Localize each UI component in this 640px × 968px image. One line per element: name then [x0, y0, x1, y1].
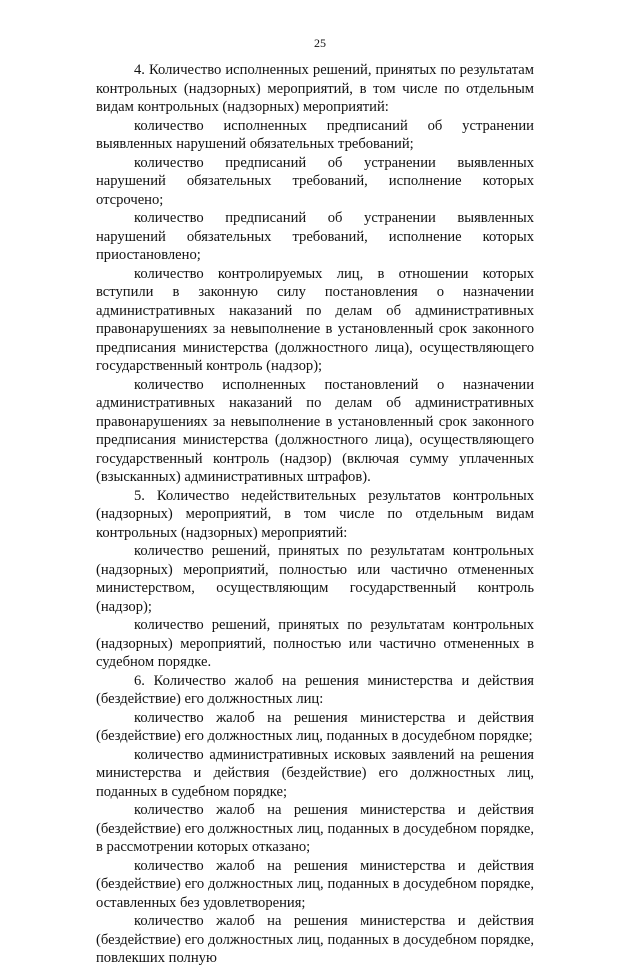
paragraph: количество жалоб на решения министерства и действия (бездействие) его должностных лиц, поданных в досудебном порядке, оставленных без удовлетворения;: [96, 857, 534, 911]
paragraph: 4. Количество исполненных решений, принятых по результатам контрольных (надзорных) мероприятий, в том числе по отдельным видам контрольных (надзорных) мероприятий:: [96, 62, 534, 115]
paragraph: количество решений, принятых по результатам контрольных (надзорных) мероприятий, полностью или частично отмененных в судебном порядке.: [96, 617, 534, 670]
page-number: 25: [314, 36, 326, 50]
paragraph: 6. Количество жалоб на решения министерства и действия (бездействие) его должностных лиц:: [96, 672, 534, 707]
paragraph: количество предписаний об устранении выявленных нарушений обязательных требований, исполнение которых приостановлено;: [96, 210, 534, 263]
paragraph: количество жалоб на решения министерства и действия (бездействие) его должностных лиц, поданных в досудебном порядке;: [96, 709, 534, 744]
paragraph: количество исполненных предписаний об устранении выявленных нарушений обязательных требований;: [96, 117, 534, 152]
paragraph: количество административных исковых заявлений на решения министерства и действия (бездействие) его должностных лиц, поданных в судебном порядке;: [96, 746, 534, 800]
document-body: [96, 61, 534, 968]
paragraph: количество контролируемых лиц, в отношении которых вступили в законную силу постановления о назначении административных наказаний по делам об административных правонарушениях за невыполнение в установленный срок законного предписания министерства (должностного лица), осуществляющего государственный контроль (надзор);: [96, 265, 534, 374]
paragraph: количество решений, принятых по результатам контрольных (надзорных) мероприятий, полностью или частично отмененных министерством, осуществляющим государственный контроль (надзор);: [96, 543, 534, 615]
paragraph: количество исполненных постановлений о назначении административных наказаний по делам об административных правонарушениях за невыполнение в установленный срок законного предписания министерства (должностного лица), осуществляющего государственный контроль (надзор) (включая сумму уплаченных (взысканных) административных штрафов).: [96, 376, 534, 485]
paragraph: 5. Количество недействительных результатов контрольных (надзорных) мероприятий, в том числе по отдельным видам контрольных (надзорных) мероприятий:: [96, 487, 534, 541]
paragraph: количество жалоб на решения министерства и действия (бездействие) его должностных лиц, поданных в досудебном порядке, в рассмотрении которых отказано;: [96, 802, 534, 855]
paragraph: количество предписаний об устранении выявленных нарушений обязательных требований, исполнение которых отсрочено;: [96, 154, 534, 208]
paragraph: количество жалоб на решения министерства и действия (бездействие) его должностных лиц, поданных в досудебном порядке, повлекших полную: [96, 913, 534, 966]
